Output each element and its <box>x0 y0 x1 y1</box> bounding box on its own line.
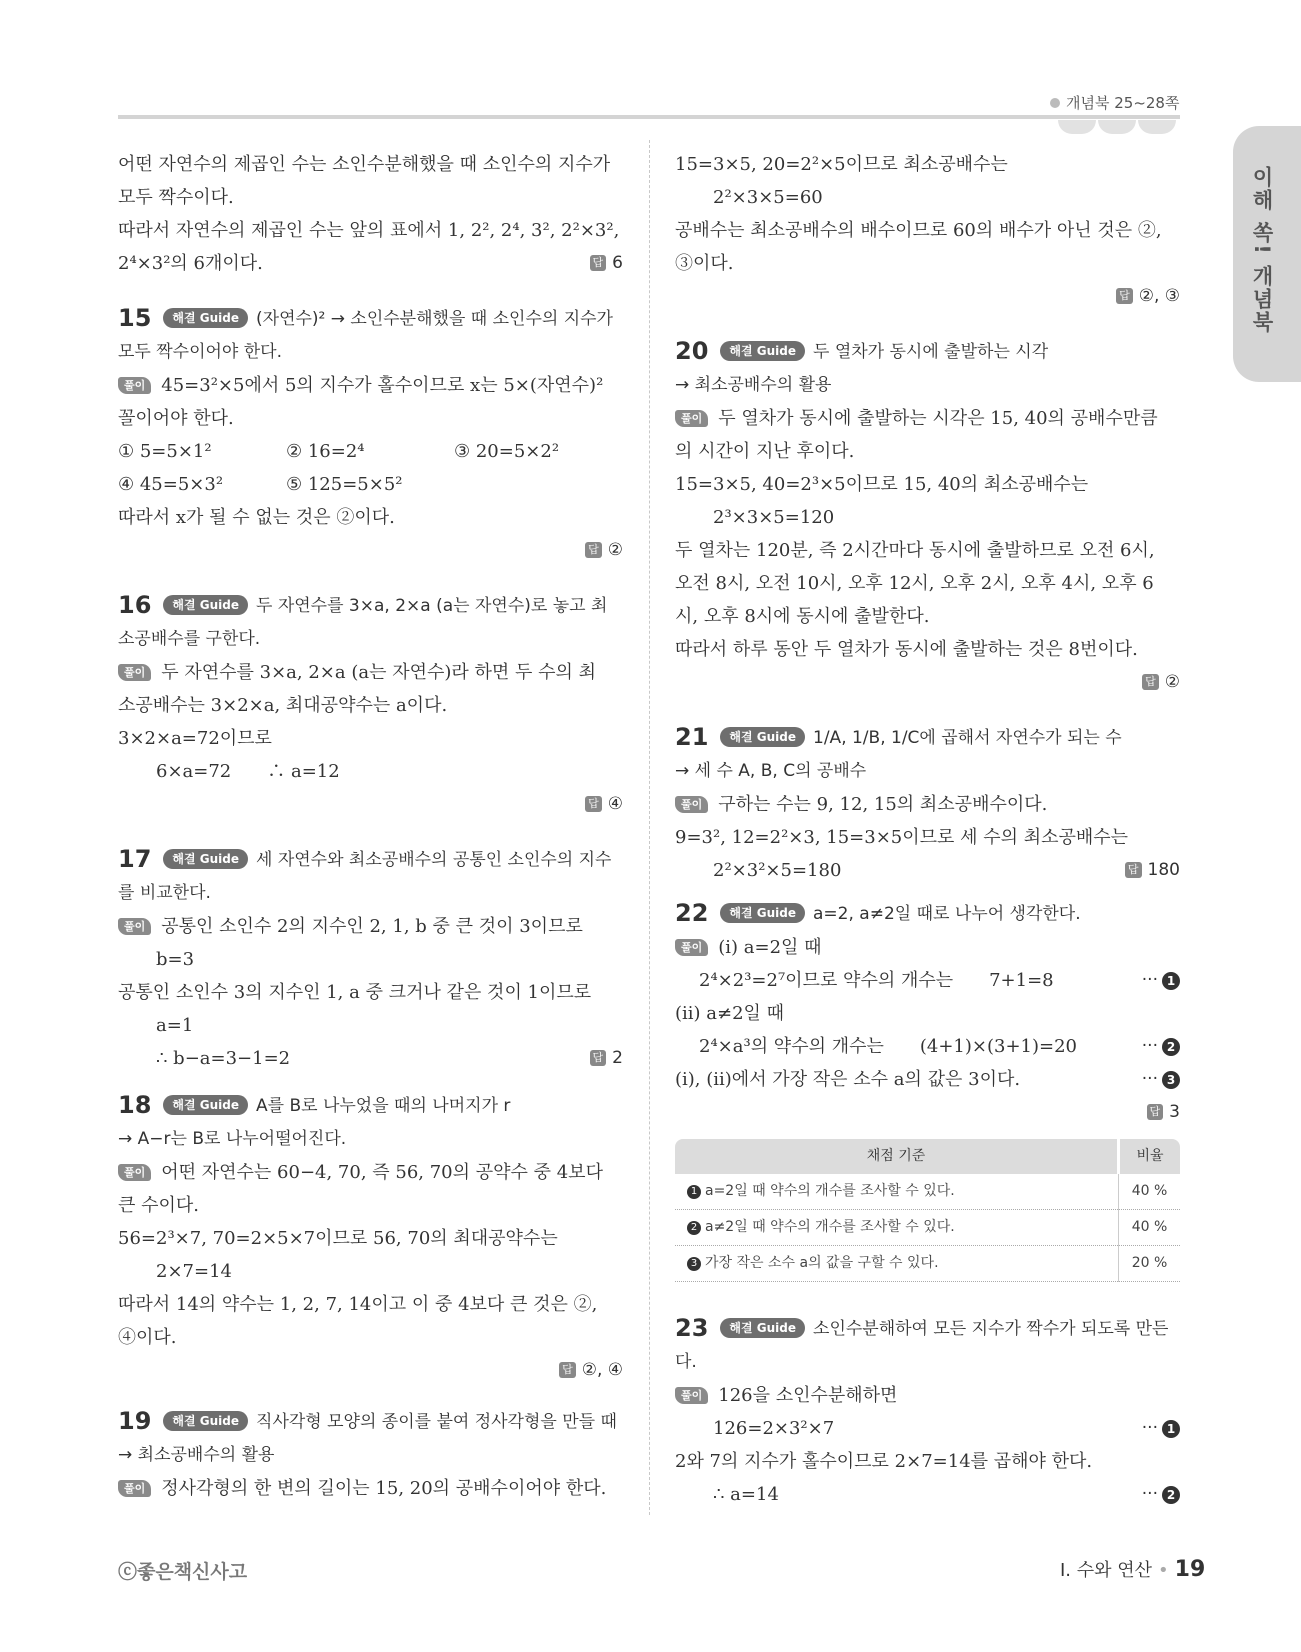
answer: 답 ②, ③ <box>675 280 1180 313</box>
answer: 답 ④ <box>118 788 623 821</box>
scoring-table <box>675 1139 1180 1282</box>
answer: 답 ②, ④ <box>118 1354 623 1387</box>
page-footer: Ⅰ. 수와 연산 • 19 <box>1060 1557 1206 1582</box>
problem-number: 23 <box>675 1314 709 1342</box>
problem-19: 19 해결 Guide 직사각형 모양의 종이를 붙여 정사각형을 만들 때 → 최소공배수의 활용 풀이 정사각형의 한 변의 길이는 15, 20의 공배수이어야 한다. <box>118 1407 617 1499</box>
guide-badge: 해결 Guide <box>163 308 248 328</box>
problem-number: 21 <box>675 723 709 751</box>
right-column <box>675 148 1180 1511</box>
solution-badge: 풀이 <box>675 1387 708 1404</box>
bullet-dot-icon <box>1050 98 1060 108</box>
page-reference: 개념북 25~28쪽 <box>1050 92 1179 113</box>
table-row: 1 a=2일 때 약수의 개수를 조사할 수 있다. 40 % <box>675 1174 1180 1210</box>
header-wave-decoration <box>1058 119 1180 135</box>
solution-badge: 풀이 <box>118 377 151 394</box>
guide-badge: 해결 Guide <box>163 1095 248 1115</box>
step-marker: ··· 2 <box>1142 1030 1180 1063</box>
answer: 2 <box>612 1048 623 1068</box>
answer: 6 <box>612 253 623 273</box>
problem-number: 18 <box>118 1091 152 1119</box>
step-marker: ··· 2 <box>1142 1478 1180 1511</box>
guide-badge: 해결 Guide <box>720 903 805 923</box>
solution-badge: 풀이 <box>675 939 708 956</box>
table-row: 3 가장 작은 소수 a의 값을 구할 수 있다. 20 % <box>675 1246 1180 1282</box>
solution-badge: 풀이 <box>118 918 151 935</box>
publisher-logo: ⓒ좋은책신사고 <box>118 1561 248 1583</box>
problem-16: 16 해결 Guide 두 자연수를 3×a, 2×a (a는 자연수)로 놓고 최 소공배수를 구한다. 풀이 두 자연수를 3×a, 2×a (a는 자연수)라 하면 두 수의 최 소공배수는 3×2×a, 최대공약수는 a이다. 3×2×a=72이므로 6×a=72 ∴ a=12 답 ④ <box>118 589 623 821</box>
answer: 답 ② <box>675 666 1180 699</box>
guide-badge: 해결 Guide <box>163 1411 248 1431</box>
solution-badge: 풀이 <box>675 796 708 813</box>
problem-17: 17 해결 Guide 세 자연수와 최소공배수의 공통인 소인수의 지수 를 비교한다. 풀이 공통인 소인수 2의 지수인 2, 1, b 중 큰 것이 3이므로 b=3 공통인 소인수 3의 지수인 1, a 중 크거나 같은 것이 1이므로 a=1 ∴ b−a=3−1=2 답 2 <box>118 845 623 1069</box>
step-marker: ··· 1 <box>1142 964 1180 997</box>
guide-badge: 해결 Guide <box>720 341 805 361</box>
side-tab[interactable] <box>1233 126 1301 382</box>
left-column <box>118 148 623 1505</box>
solution-badge: 풀이 <box>118 664 151 681</box>
guide-badge: 해결 Guide <box>720 727 805 747</box>
problem-number: 17 <box>118 845 152 873</box>
guide-badge: 해결 Guide <box>163 849 248 869</box>
table-row: 2 a≠2일 때 약수의 개수를 조사할 수 있다. 40 % <box>675 1210 1180 1246</box>
header-rule <box>118 115 1180 119</box>
scoring-header-ratio: 비율 <box>1119 1139 1181 1174</box>
page-number: 19 <box>1174 1557 1206 1582</box>
problem-15: 15 해결 Guide (자연수)² → 소인수분해했을 때 소인수의 지수가 모두 짝수이어야 한다. 풀이 45=3²×5에서 5의 지수가 홀수이므로 x는 5×(자연수)² 꼴이어야 한다. ① 5=5×1² ② 16=2⁴ ③ 20=5×2² ④ 45=5×3² ⑤ 125=5×5² 따라서 x가 될 수 없는 것은 ②이다. 답 ② <box>118 302 623 567</box>
column-divider <box>649 140 650 1515</box>
problem-21: 21 해결 Guide 1/A, 1/B, 1/C에 곱해서 자연수가 되는 수 → 세 수 A, B, C의 공배수 풀이 구하는 수는 9, 12, 15의 최소공배수이다. 9=3², 12=2²×3, 15=3×5이므로 세 수의 최소공배수는 2²×3²×5=180 답 180 <box>675 723 1180 881</box>
problem-14-continued: 어떤 자연수의 제곱인 수는 소인수분해했을 때 소인수의 지수가 모두 짝수이다. 따라서 자연수의 제곱인 수는 앞의 표에서 1, 2², 2⁴, 3², 2²×3², 2⁴×3²의 6개이다. 답 6 <box>118 154 623 274</box>
problem-19-continued: 15=3×5, 20=2²×5이므로 최소공배수는 2²×3×5=60 공배수는 최소공배수의 배수이므로 60의 배수가 아닌 것은 ②, ③이다. 답 ②, ③ <box>675 148 1180 313</box>
guide-badge: 해결 Guide <box>720 1318 805 1338</box>
problem-23: 23 해결 Guide 소인수분해하여 모든 지수가 짝수가 되도록 만든 다. 풀이 126을 소인수분해하면 126=2×3²×7 ··· 1 2와 7의 지수가 홀수이므로 2×7=14를 곱해야 한다. ∴ a=14 ··· 2 <box>675 1312 1180 1511</box>
answer: 답 3 <box>675 1096 1180 1129</box>
problem-number: 19 <box>118 1407 152 1435</box>
problem-number: 16 <box>118 591 152 619</box>
problem-number: 15 <box>118 304 152 332</box>
guide-badge: 해결 Guide <box>163 595 248 615</box>
step-marker: ··· 1 <box>1142 1412 1180 1445</box>
section-title: Ⅰ. 수와 연산 <box>1060 1560 1153 1581</box>
solution-badge: 풀이 <box>675 410 708 427</box>
solution-badge: 풀이 <box>118 1480 151 1497</box>
problem-22: 22 해결 Guide a=2, a≠2일 때로 나누어 생각한다. 풀이 (i) a=2일 때 2⁴×2³=2⁷이므로 약수의 개수는 7+1=8 ··· 1 (ii) a≠2일 때 2⁴×a³의 약수의 개수는 (4+1)×(3+1)=20 ··· 2 (i), (ii)에서 가장 작은 소수 a의 값은 3이다. ··· 3 답 3 채점 기준 비율 1 a=2일 때 약수의 개수를 조사할 수 있다. 40 % 2 a≠2일 때 약수의 개수를 조사할 수 있다. 40 % 3 가장 작은 소수 a의 값을 구할 수 있다. 20 % <box>675 897 1180 1282</box>
side-tab-label: 이해 쏙! 개념북 <box>1250 166 1274 335</box>
problem-number: 22 <box>675 899 709 927</box>
problem-20: 20 해결 Guide 두 열차가 동시에 출발하는 시각 → 최소공배수의 활용 풀이 두 열차가 동시에 출발하는 시각은 15, 40의 공배수만큼 의 시간이 지난 후이다. 15=3×5, 40=2³×5이므로 15, 40의 최소공배수는 2³×3×5=120 두 열차는 120분, 즉 2시간마다 동시에 출발하므로 오전 6시, 오전 8시, 오전 10시, 오후 12시, 오후 2시, 오후 4시, 오후 6 시, 오후 8시에 동시에 출발한다. 따라서 하루 동안 두 열차가 동시에 출발하는 것은 8번이다. 답 ② <box>675 335 1180 699</box>
solution-badge: 풀이 <box>118 1164 151 1181</box>
step-marker: ··· 3 <box>1142 1063 1180 1096</box>
answer: 180 <box>1147 860 1180 880</box>
problem-number: 20 <box>675 337 709 365</box>
scoring-header-criteria: 채점 기준 <box>675 1139 1119 1174</box>
answer: 답 ② <box>118 534 623 567</box>
problem-18: 18 해결 Guide A를 B로 나누었을 때의 나머지가 r → A−r는 B로 나누어떨어진다. 풀이 어떤 자연수는 60−4, 70, 즉 56, 70의 공약수 중 4보다 큰 수이다. 56=2³×7, 70=2×5×7이므로 56, 70의 최대공약수는 2×7=14 따라서 14의 약수는 1, 2, 7, 14이고 이 중 4보다 큰 것은 ②, ④이다. 답 ②, ④ <box>118 1089 623 1387</box>
